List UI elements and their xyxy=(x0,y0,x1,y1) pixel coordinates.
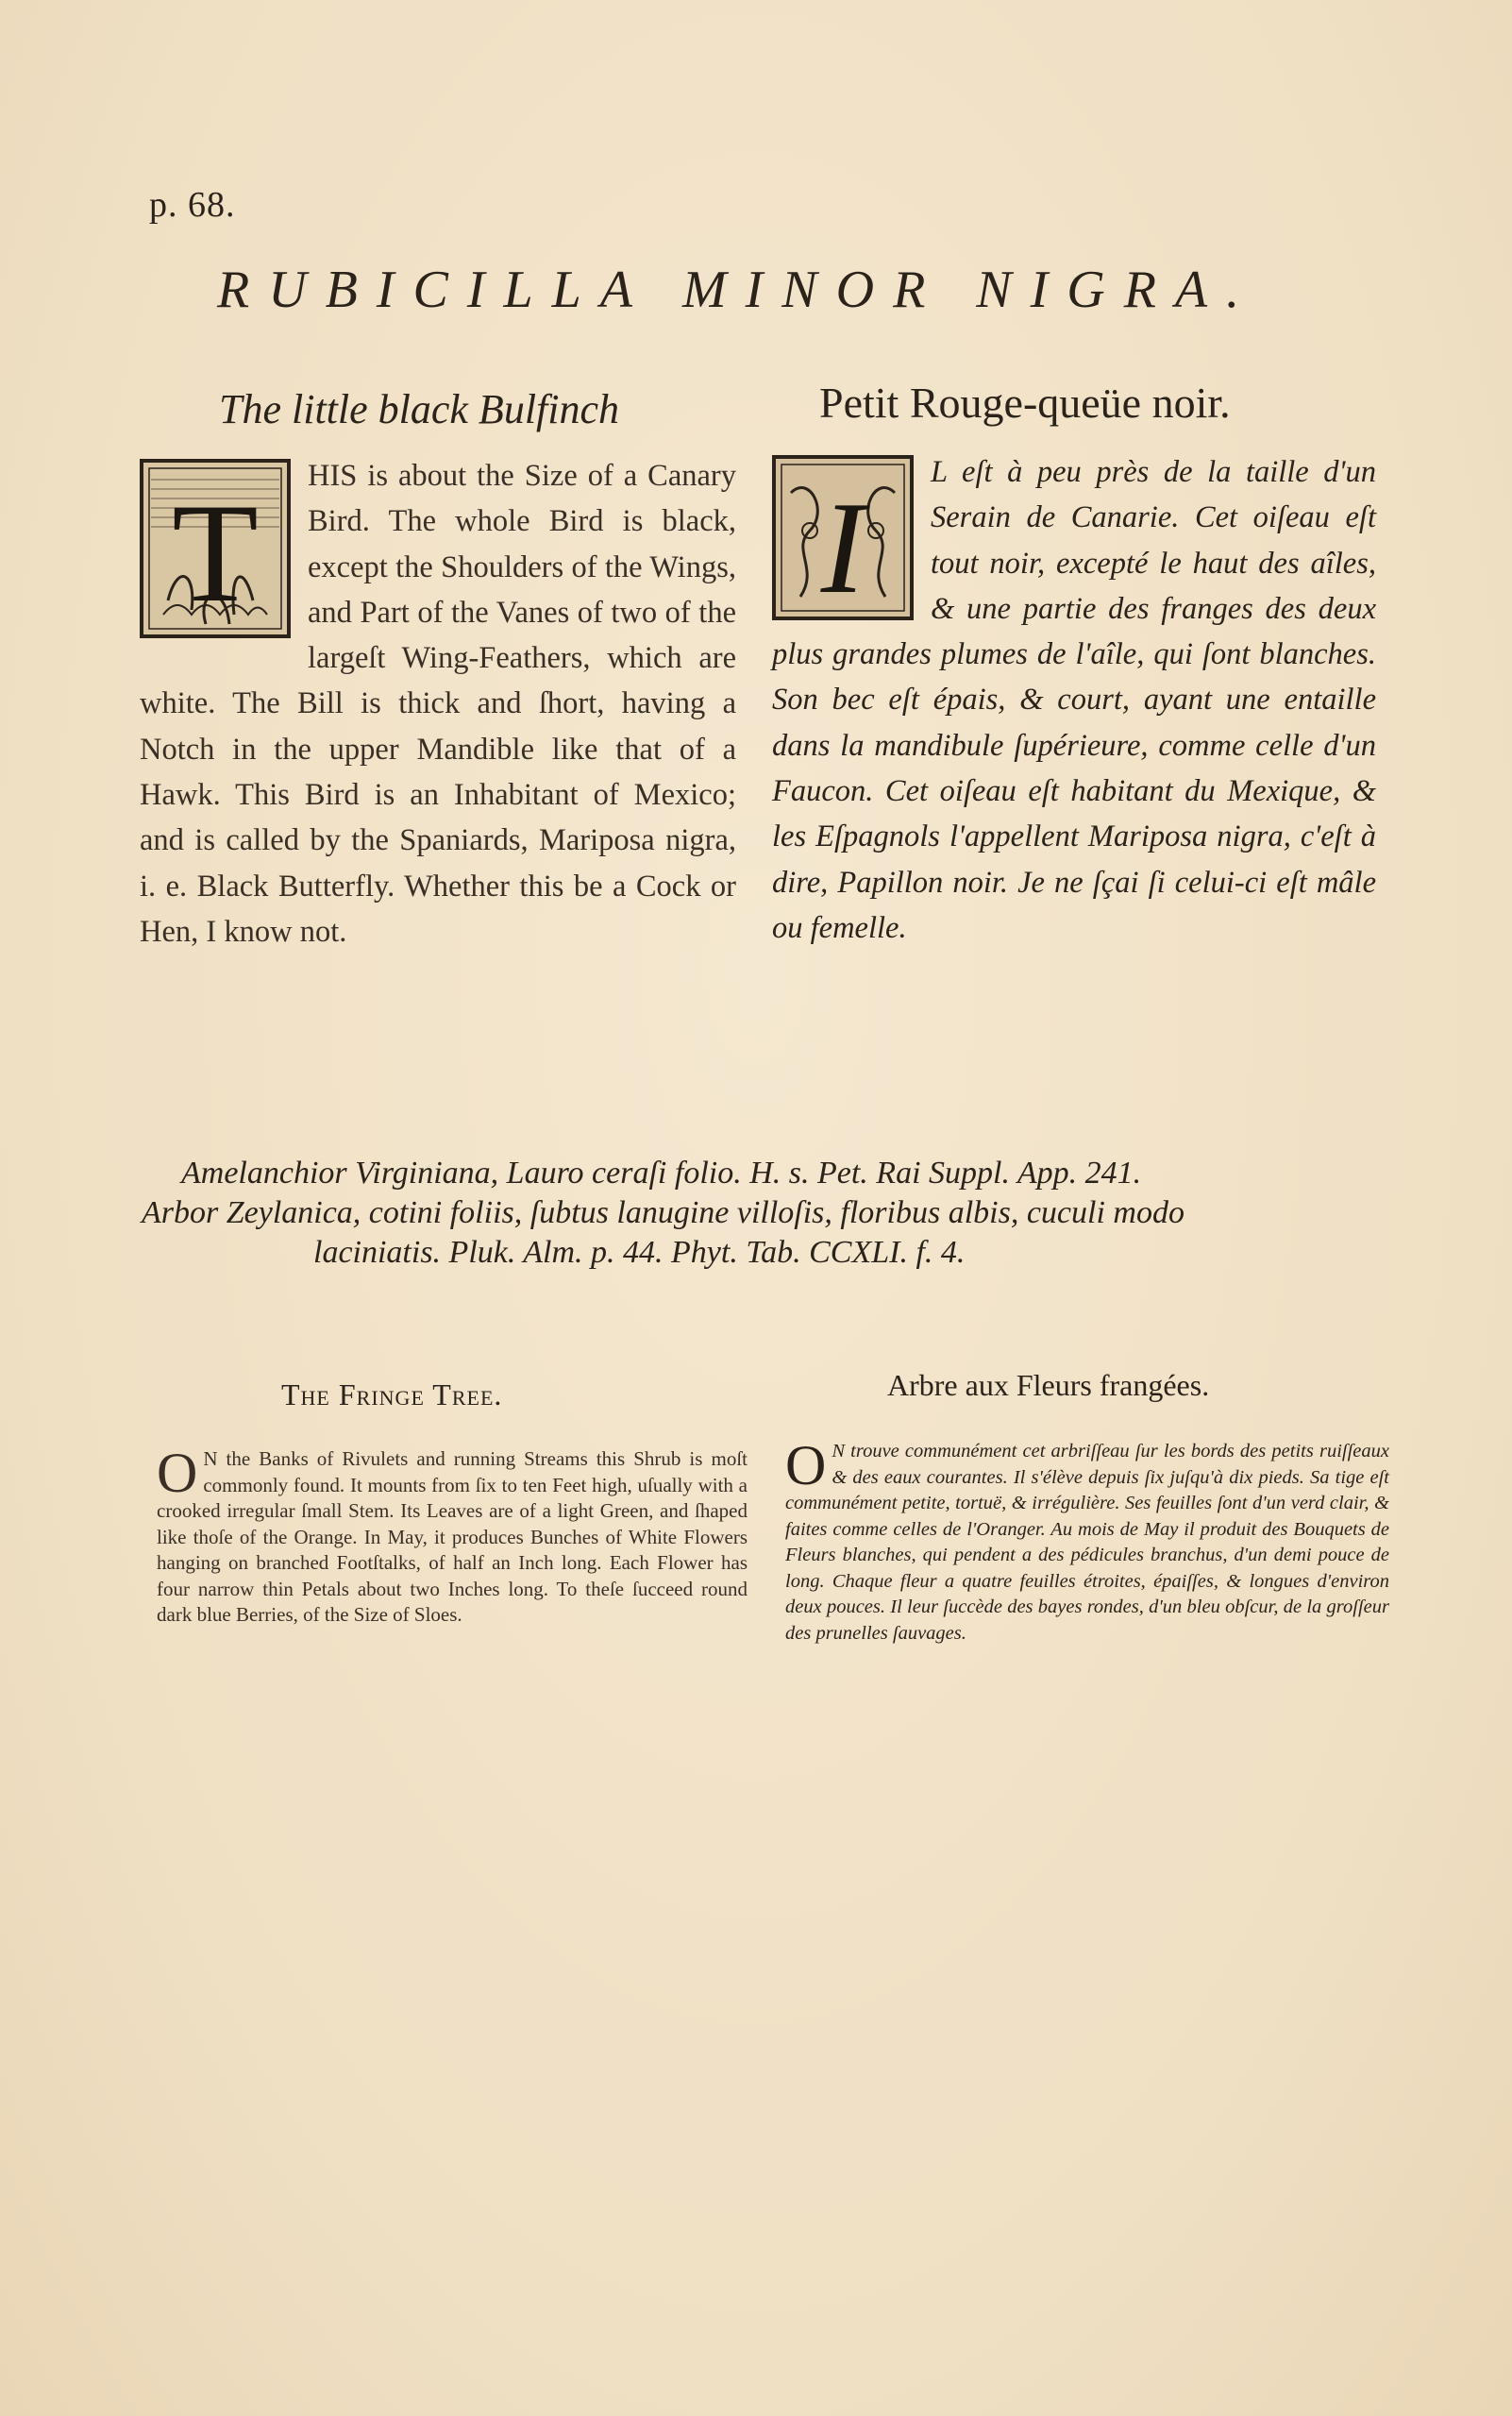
page-number: p. 68. xyxy=(149,185,236,225)
fringe-tree-text-fr xyxy=(785,1434,1389,1647)
bird-heading-fr: Petit Rouge-queüe noir. xyxy=(819,379,1231,427)
plant-name-line-2: Arbor Zeylanica, cotini foliis, ſubtus lanugine villoſis, floribus albis, cuculi modo xyxy=(142,1195,1184,1230)
fringe-tree-heading-en: The Fringe Tree. xyxy=(281,1377,503,1411)
initial-letter: T xyxy=(172,475,259,632)
fringe-tree-paragraph-en: N the Banks of Rivulets and running Streams this Shrub is moſt commonly found. It mounts from ſix to ten Feet high, uſually with a crooked irregular ſmall Stem. Its Leaves are of a light Green, and ſhaped like thoſe of the Orange. In May, it produces Bunches of White Flowers hanging on branched Footſtalks, of half an Inch long. Each Flower has four narrow thin Petals about two Inches long. To theſe ſucceed round dark blue Berries, of the Size of Sloes. xyxy=(157,1447,748,1626)
bird-paragraph-fr: L eſt à peu près de la taille d'un Serain de Canarie. Cet oiſeau eſt tout noir, excepté le haut des aîles, & une partie des franges des deux plus grandes plumes de l'aîle, qui ſont blanches. Son bec eſt épais, & court, ayant une entaille dans la mandibule ſupérieure, comme celle d'un Faucon. Cet oiſeau eſt habitant du Mexique, & les Eſpagnols l'appellent Mariposa nigra, c'eſt à dire, Papillon noir. Je ne ſçai ſi celui-ci eſt mâle ou femelle. xyxy=(772,455,1376,945)
plant-names xyxy=(142,1154,1387,1273)
ornament-initial-icon xyxy=(772,455,914,620)
fringe-tree-heading-fr: Arbre aux Fleurs frangées. xyxy=(887,1368,1210,1402)
bird-paragraph-en: HIS is about the Size of a Canary Bird. The whole Bird is black, except the Shoulders of the Wings, and Part of the Vanes of two of the largeſt Wing-Feathers, which are white. The Bill is thick and ſhort, having a Notch in the upper Mandible like that of a Hawk. This Bird is an Inhabitant of Mexico; and is called by the Spaniards, Mariposa nigra, i. e. Black Butterfly. Whether this be a Cock or Hen, I know not. xyxy=(140,459,736,949)
bird-text-fr xyxy=(772,449,1376,951)
decorated-initial-i xyxy=(772,455,914,620)
plant-name-line-3: laciniatis. Pluk. Alm. p. 44. Phyt. Tab. CCXLI. f. 4. xyxy=(313,1235,966,1270)
decorated-initial-t xyxy=(140,459,291,638)
fringe-tree-text-en xyxy=(157,1442,748,1629)
fringe-tree-paragraph-fr: N trouve communément cet arbriſſeau ſur les bords des petits ruiſſeaux & des eaux courantes. Il s'élève depuis ſix juſqu'à dix pieds. Sa tige eſt communément petite, tortuë, & irrégulière. Ses feuilles ſont d'un verd clair, & faites comme celles de l'Oranger. Au mois de May il produit des Bouquets de Fleurs blanches, qui pendent a des pédicules branchus, d'un demi pouce de long. Chaque fleur a quatre feuilles étroites, épaiſſes, & longues d'environ deux pouces. Il leur ſuccède des bayes rondes, d'un bleu obſcur, de la groſſeur des prunelles ſauvages. xyxy=(785,1441,1389,1644)
initial-letter-o: O xyxy=(157,1442,198,1504)
page-title: RUBICILLA MINOR NIGRA. xyxy=(217,261,1259,319)
ornament-initial-icon xyxy=(140,459,291,638)
plant-name-line-1: Amelanchior Virginiana, Lauro ceraſi folio. H. s. Pet. Rai Suppl. App. 241. xyxy=(181,1156,1142,1191)
bird-text-en xyxy=(140,453,736,955)
initial-letter-o: O xyxy=(785,1434,827,1496)
bird-heading-en: The little black Bulfinch xyxy=(219,386,620,432)
initial-letter: I xyxy=(820,475,865,620)
